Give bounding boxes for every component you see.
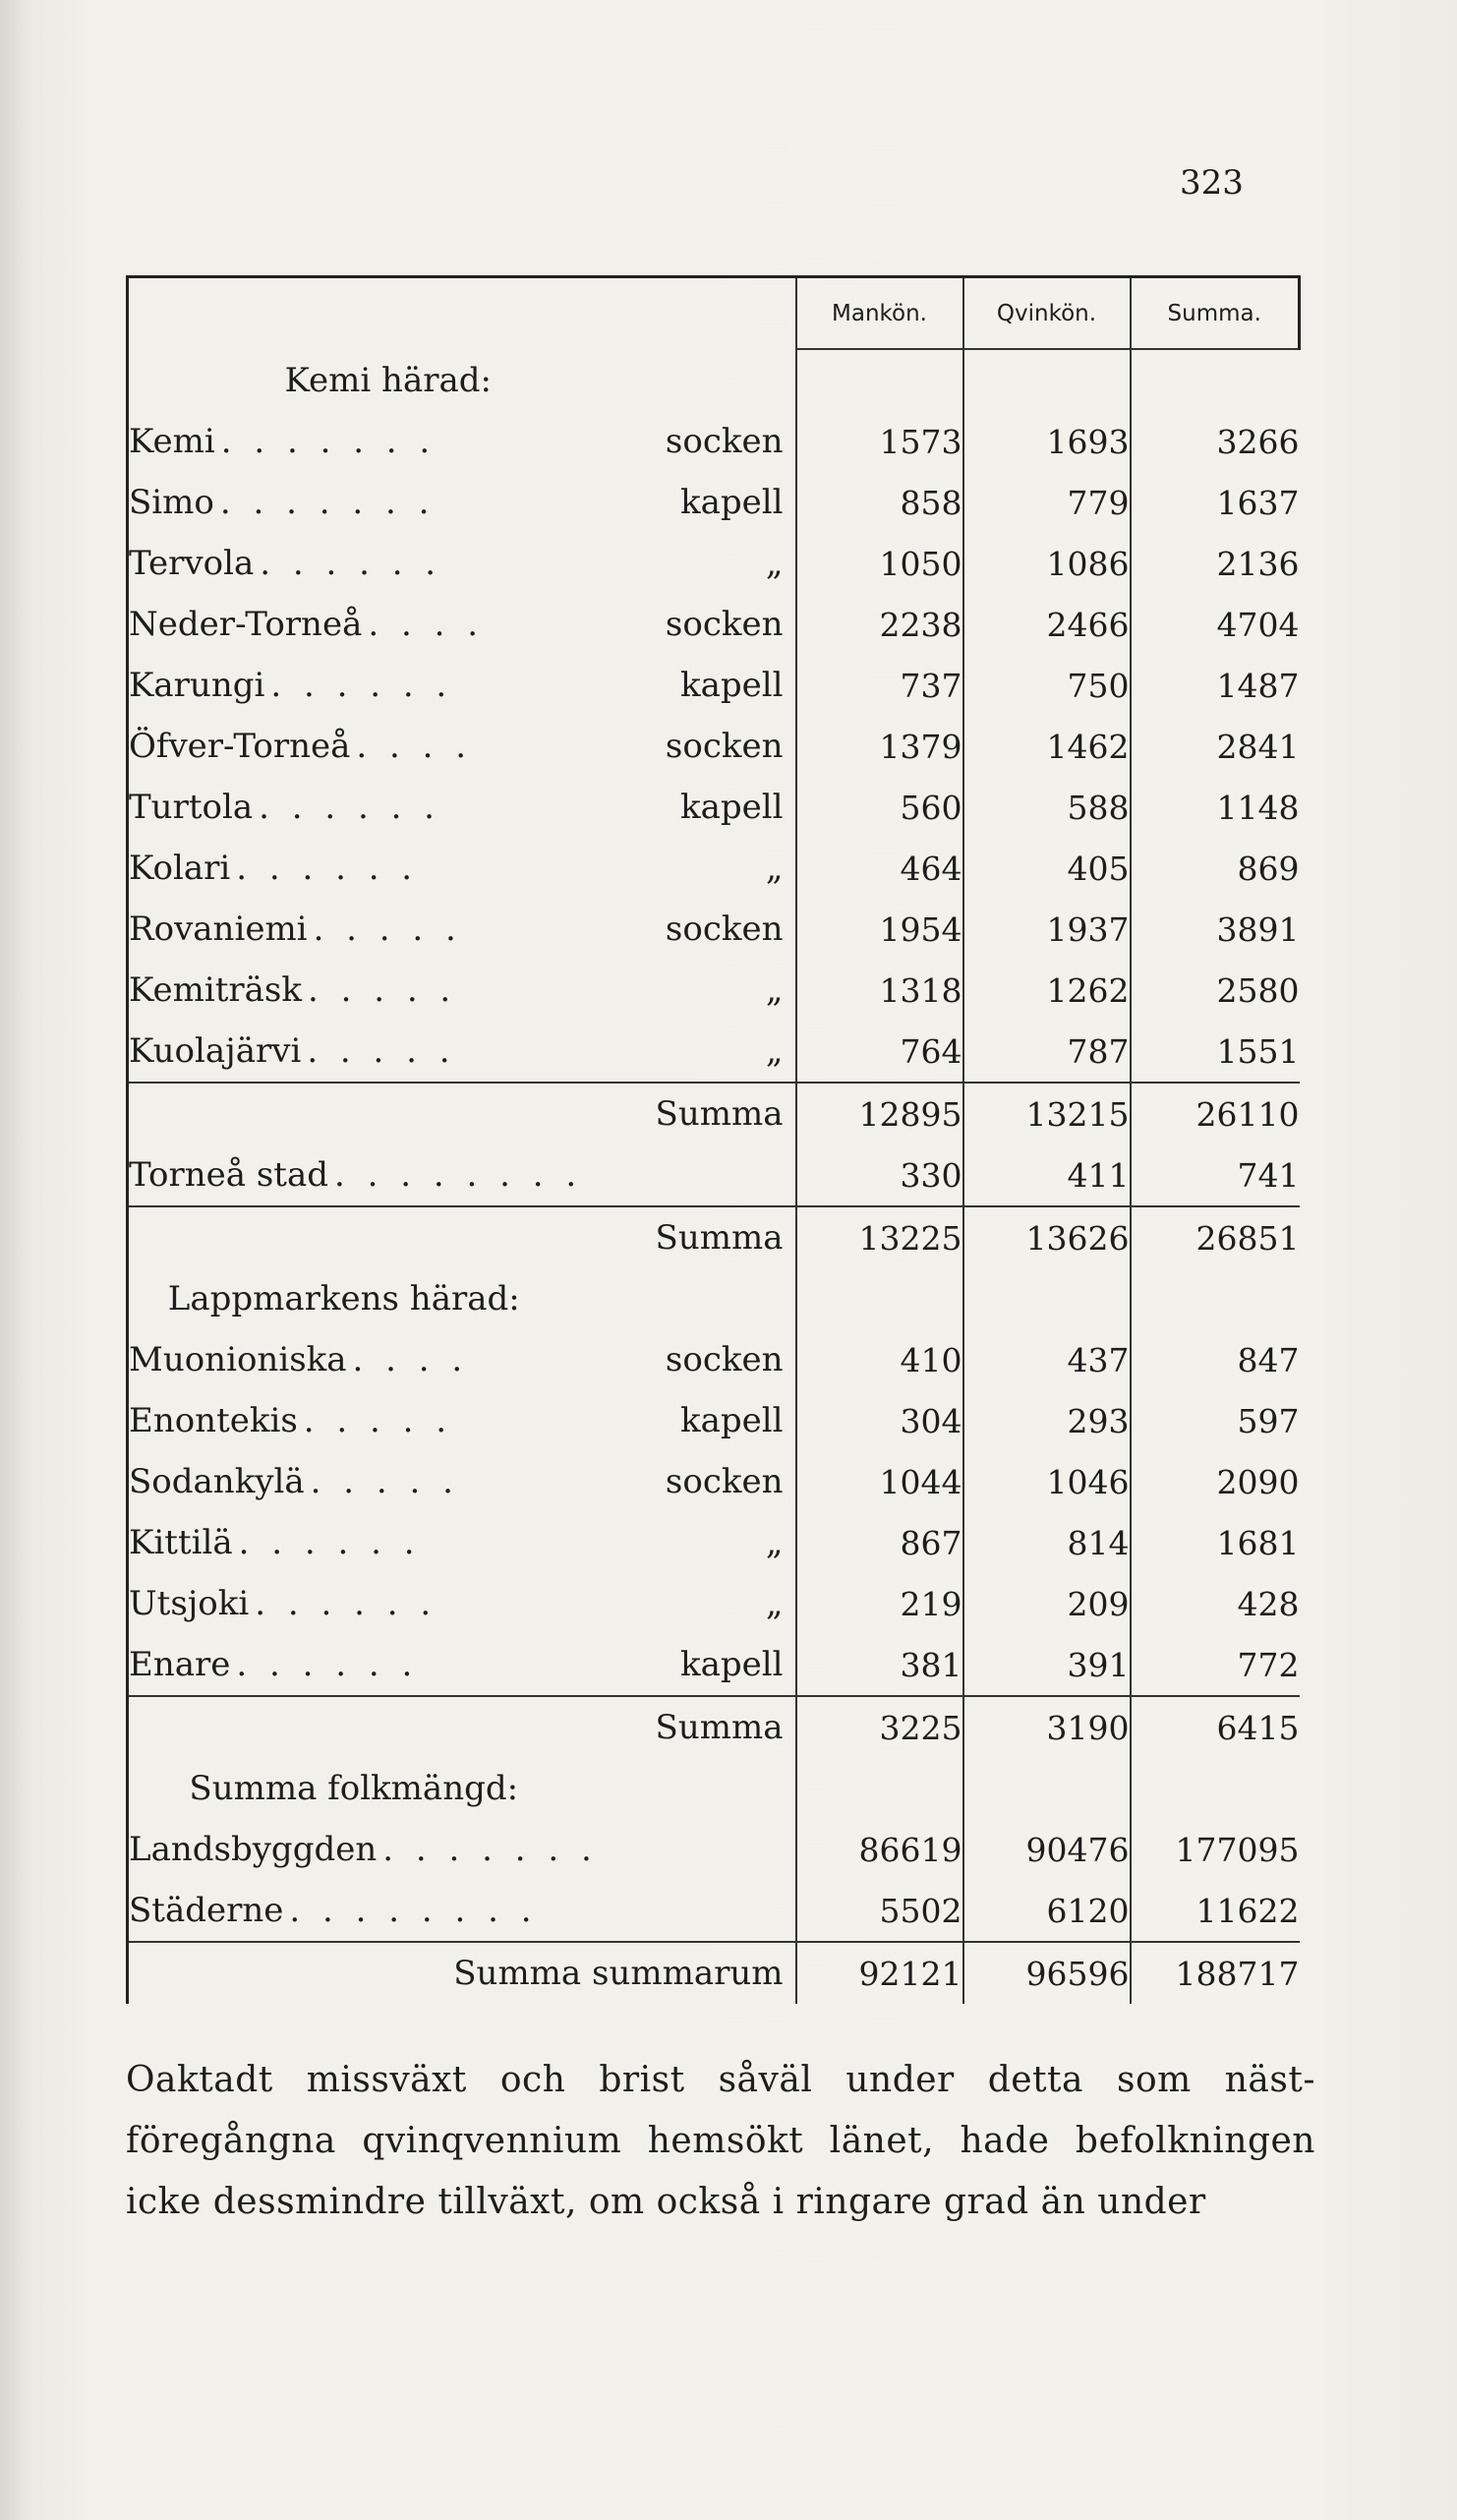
section-heading-row [128, 1268, 1300, 1329]
female-count: 13215 [963, 1083, 1131, 1144]
male-count: 86619 [796, 1819, 963, 1880]
parish-kind: „ [765, 970, 784, 1010]
section-heading: Summa folkmängd: [189, 1769, 519, 1808]
table-row [128, 472, 1300, 533]
place-name: Tervola [129, 544, 255, 583]
male-count: 330 [796, 1144, 963, 1206]
total-count: 772 [1131, 1634, 1300, 1696]
total-count: 1681 [1131, 1512, 1300, 1573]
female-count: 96596 [963, 1942, 1131, 2004]
female-blank [963, 1758, 1131, 1819]
total-count: 741 [1131, 1144, 1300, 1206]
section-heading: Lappmarkens härad: [167, 1279, 520, 1319]
female-count: 814 [963, 1512, 1131, 1573]
male-count: 560 [796, 777, 963, 838]
parish-kind: „ [765, 1523, 784, 1562]
female-count: 1937 [963, 899, 1131, 960]
place-name: Utsjoki [129, 1584, 250, 1623]
parish-kind: socken [665, 727, 784, 766]
parish-kind: kapell [679, 788, 784, 827]
table-row [128, 411, 1300, 472]
table-row [128, 1819, 1300, 1880]
table-row [128, 655, 1300, 716]
male-count: 5502 [796, 1880, 963, 1942]
male-count: 464 [796, 838, 963, 899]
total-count: 11622 [1131, 1880, 1300, 1942]
male-count: 304 [796, 1390, 963, 1451]
leader-dots: . . . . . [310, 1462, 459, 1501]
parish-kind: kapell [679, 1401, 784, 1440]
leader-dots: . . . . . . [236, 849, 419, 888]
total-count: 1487 [1131, 655, 1300, 716]
leader-dots: . . . . . [307, 970, 457, 1010]
female-count: 13626 [963, 1206, 1131, 1268]
leader-dots: . . . . . [303, 1401, 453, 1440]
place-name-cell [128, 1819, 796, 1880]
male-count: 1044 [796, 1451, 963, 1512]
leader-dots: . . . . . . . . [289, 1891, 538, 1930]
section-heading: Kemi härad: [284, 360, 492, 400]
leader-dots: . . . . [368, 605, 484, 644]
leader-dots: . . . . . . . . [334, 1155, 583, 1195]
total-count: 177095 [1131, 1819, 1300, 1880]
header-summa: Summa. [1131, 277, 1300, 350]
place-name: Enare [129, 1645, 231, 1684]
leader-dots: . . . . [356, 727, 473, 766]
female-count: 411 [963, 1144, 1131, 1206]
place-name-cell [128, 960, 796, 1021]
female-count: 1693 [963, 411, 1131, 472]
male-count: 92121 [796, 1942, 963, 2004]
male-blank [796, 349, 963, 411]
male-count: 867 [796, 1512, 963, 1573]
place-name-cell [128, 411, 796, 472]
parish-kind: socken [665, 1462, 784, 1501]
place-name: Kolari [129, 849, 231, 888]
table-row [128, 1390, 1300, 1451]
place-name-cell [128, 1329, 796, 1390]
male-count: 12895 [796, 1083, 963, 1144]
total-count: 428 [1131, 1573, 1300, 1634]
female-count: 209 [963, 1573, 1131, 1634]
parish-kind: socken [665, 605, 784, 644]
table-row [128, 838, 1300, 899]
section-heading-row [128, 349, 1300, 411]
total-count: 2580 [1131, 960, 1300, 1021]
parish-kind: kapell [679, 483, 784, 522]
summa-row [128, 1942, 1300, 2004]
body-paragraph: Oaktadt missväxt och brist såväl under detta som näst-föregångna qvinqvennium hemsökt länet, hade befolkningen icke dessmindre tillväxt, om också i ringare grad än under [126, 2060, 1315, 2222]
female-count: 391 [963, 1634, 1131, 1696]
place-name-cell [128, 1512, 796, 1573]
male-count: 858 [796, 472, 963, 533]
summa-row [128, 1206, 1300, 1268]
female-count: 2466 [963, 594, 1131, 655]
parish-kind: „ [765, 1031, 784, 1071]
place-name: Simo [129, 483, 214, 522]
summa-label: Summa [128, 1083, 796, 1144]
place-name: Enontekis [129, 1401, 298, 1440]
total-count: 2136 [1131, 533, 1300, 594]
place-name-cell [128, 1144, 796, 1206]
leader-dots: . . . . . . [255, 1584, 437, 1623]
female-blank [963, 1268, 1131, 1329]
place-name-cell [128, 655, 796, 716]
male-count: 1954 [796, 899, 963, 960]
place-name-cell [128, 1573, 796, 1634]
parish-kind: socken [665, 909, 784, 949]
total-count: 869 [1131, 838, 1300, 899]
female-blank [963, 349, 1131, 411]
leader-dots: . . . . . . [236, 1645, 419, 1684]
female-count: 90476 [963, 1819, 1131, 1880]
table-row [128, 777, 1300, 838]
table-row [128, 1512, 1300, 1573]
table-row [128, 594, 1300, 655]
place-name: Landsbyggden [129, 1830, 378, 1869]
place-name: Turtola [129, 788, 254, 827]
leader-dots: . . . . . [313, 909, 462, 949]
male-count: 2238 [796, 594, 963, 655]
female-count: 405 [963, 838, 1131, 899]
female-count: 779 [963, 472, 1131, 533]
table-row [128, 1021, 1300, 1083]
table-row [128, 1451, 1300, 1512]
place-name-cell [128, 533, 796, 594]
parish-kind: socken [665, 422, 784, 461]
place-name-cell [128, 1390, 796, 1451]
header-row [128, 277, 1300, 350]
place-name-cell [128, 1880, 796, 1942]
section-heading-row [128, 1758, 1300, 1819]
place-name-cell [128, 716, 796, 777]
parish-kind: kapell [679, 666, 784, 705]
summa-row [128, 1083, 1300, 1144]
total-count: 847 [1131, 1329, 1300, 1390]
table-row [128, 1880, 1300, 1942]
place-name-cell [128, 1451, 796, 1512]
place-name-cell [128, 777, 796, 838]
place-name-cell [128, 1021, 796, 1083]
table-row [128, 960, 1300, 1021]
total-count: 3891 [1131, 899, 1300, 960]
place-name-cell [128, 838, 796, 899]
summa-label: Summa summarum [128, 1942, 796, 2004]
total-count: 2090 [1131, 1451, 1300, 1512]
place-name: Öfver-Torneå [129, 727, 351, 766]
female-count: 1046 [963, 1451, 1131, 1512]
male-count: 410 [796, 1329, 963, 1390]
male-count: 1050 [796, 533, 963, 594]
male-count: 219 [796, 1573, 963, 1634]
total-count: 2841 [1131, 716, 1300, 777]
total-count: 597 [1131, 1390, 1300, 1451]
female-count: 1086 [963, 533, 1131, 594]
leader-dots: . . . . . . [259, 788, 440, 827]
population-table [126, 275, 1301, 2004]
summa-label: Summa [128, 1206, 796, 1268]
header-blank [128, 277, 796, 350]
total-count: 1148 [1131, 777, 1300, 838]
place-name: Städerne [129, 1891, 284, 1930]
table-row [128, 1329, 1300, 1390]
male-count: 737 [796, 655, 963, 716]
leader-dots: . . . . . . [238, 1523, 421, 1562]
table-row [128, 1573, 1300, 1634]
female-count: 1262 [963, 960, 1131, 1021]
female-count: 437 [963, 1329, 1131, 1390]
place-name-cell [128, 594, 796, 655]
parish-kind: „ [765, 849, 784, 888]
male-blank [796, 1758, 963, 1819]
summa-label: Summa [128, 1696, 796, 1758]
total-blank [1131, 349, 1300, 411]
leader-dots: . . . . [352, 1340, 469, 1379]
place-name: Kittilä [129, 1523, 233, 1562]
male-count: 13225 [796, 1206, 963, 1268]
place-name: Kemiträsk [129, 970, 302, 1010]
female-count: 6120 [963, 1880, 1131, 1942]
leader-dots: . . . . . . . [382, 1830, 598, 1869]
leader-dots: . . . . . . . [219, 483, 436, 522]
place-name: Kuolajärvi [129, 1031, 302, 1071]
header-qvinkon: Qvinkön. [963, 277, 1131, 350]
parish-kind: „ [765, 544, 784, 583]
male-count: 1573 [796, 411, 963, 472]
total-count: 188717 [1131, 1942, 1300, 2004]
female-count: 787 [963, 1021, 1131, 1083]
total-count: 3266 [1131, 411, 1300, 472]
summa-row [128, 1696, 1300, 1758]
place-name-cell [128, 472, 796, 533]
place-name: Neder-Torneå [129, 605, 363, 644]
total-count: 6415 [1131, 1696, 1300, 1758]
male-count: 764 [796, 1021, 963, 1083]
table-row [128, 716, 1300, 777]
parish-kind: „ [765, 1584, 784, 1623]
leader-dots: . . . . . . . [220, 422, 437, 461]
place-name: Kemi [129, 422, 215, 461]
place-name-cell [128, 899, 796, 960]
total-count: 26851 [1131, 1206, 1300, 1268]
female-count: 588 [963, 777, 1131, 838]
total-count: 1637 [1131, 472, 1300, 533]
parish-kind: socken [665, 1340, 784, 1379]
total-count: 26110 [1131, 1083, 1300, 1144]
page-number: 323 [1180, 163, 1244, 203]
place-name: Sodankylä [129, 1462, 305, 1501]
leader-dots: . . . . . . [260, 544, 442, 583]
total-count: 1551 [1131, 1021, 1300, 1083]
place-name: Torneå stad [129, 1155, 329, 1195]
male-count: 3225 [796, 1696, 963, 1758]
table-row [128, 1144, 1300, 1206]
male-count: 1318 [796, 960, 963, 1021]
male-blank [796, 1268, 963, 1329]
female-count: 1462 [963, 716, 1131, 777]
female-count: 750 [963, 655, 1131, 716]
total-blank [1131, 1268, 1300, 1329]
table-row [128, 533, 1300, 594]
female-count: 3190 [963, 1696, 1131, 1758]
total-count: 4704 [1131, 594, 1300, 655]
table-row [128, 899, 1300, 960]
place-name: Karungi [129, 666, 265, 705]
table-row [128, 1634, 1300, 1696]
leader-dots: . . . . . [307, 1031, 456, 1071]
header-mankon: Mankön. [796, 277, 963, 350]
place-name: Rovaniemi [129, 909, 308, 949]
total-blank [1131, 1758, 1300, 1819]
leader-dots: . . . . . . [270, 666, 453, 705]
place-name: Muonioniska [129, 1340, 347, 1379]
male-count: 381 [796, 1634, 963, 1696]
place-name-cell [128, 1634, 796, 1696]
parish-kind: kapell [679, 1645, 784, 1684]
female-count: 293 [963, 1390, 1131, 1451]
male-count: 1379 [796, 716, 963, 777]
